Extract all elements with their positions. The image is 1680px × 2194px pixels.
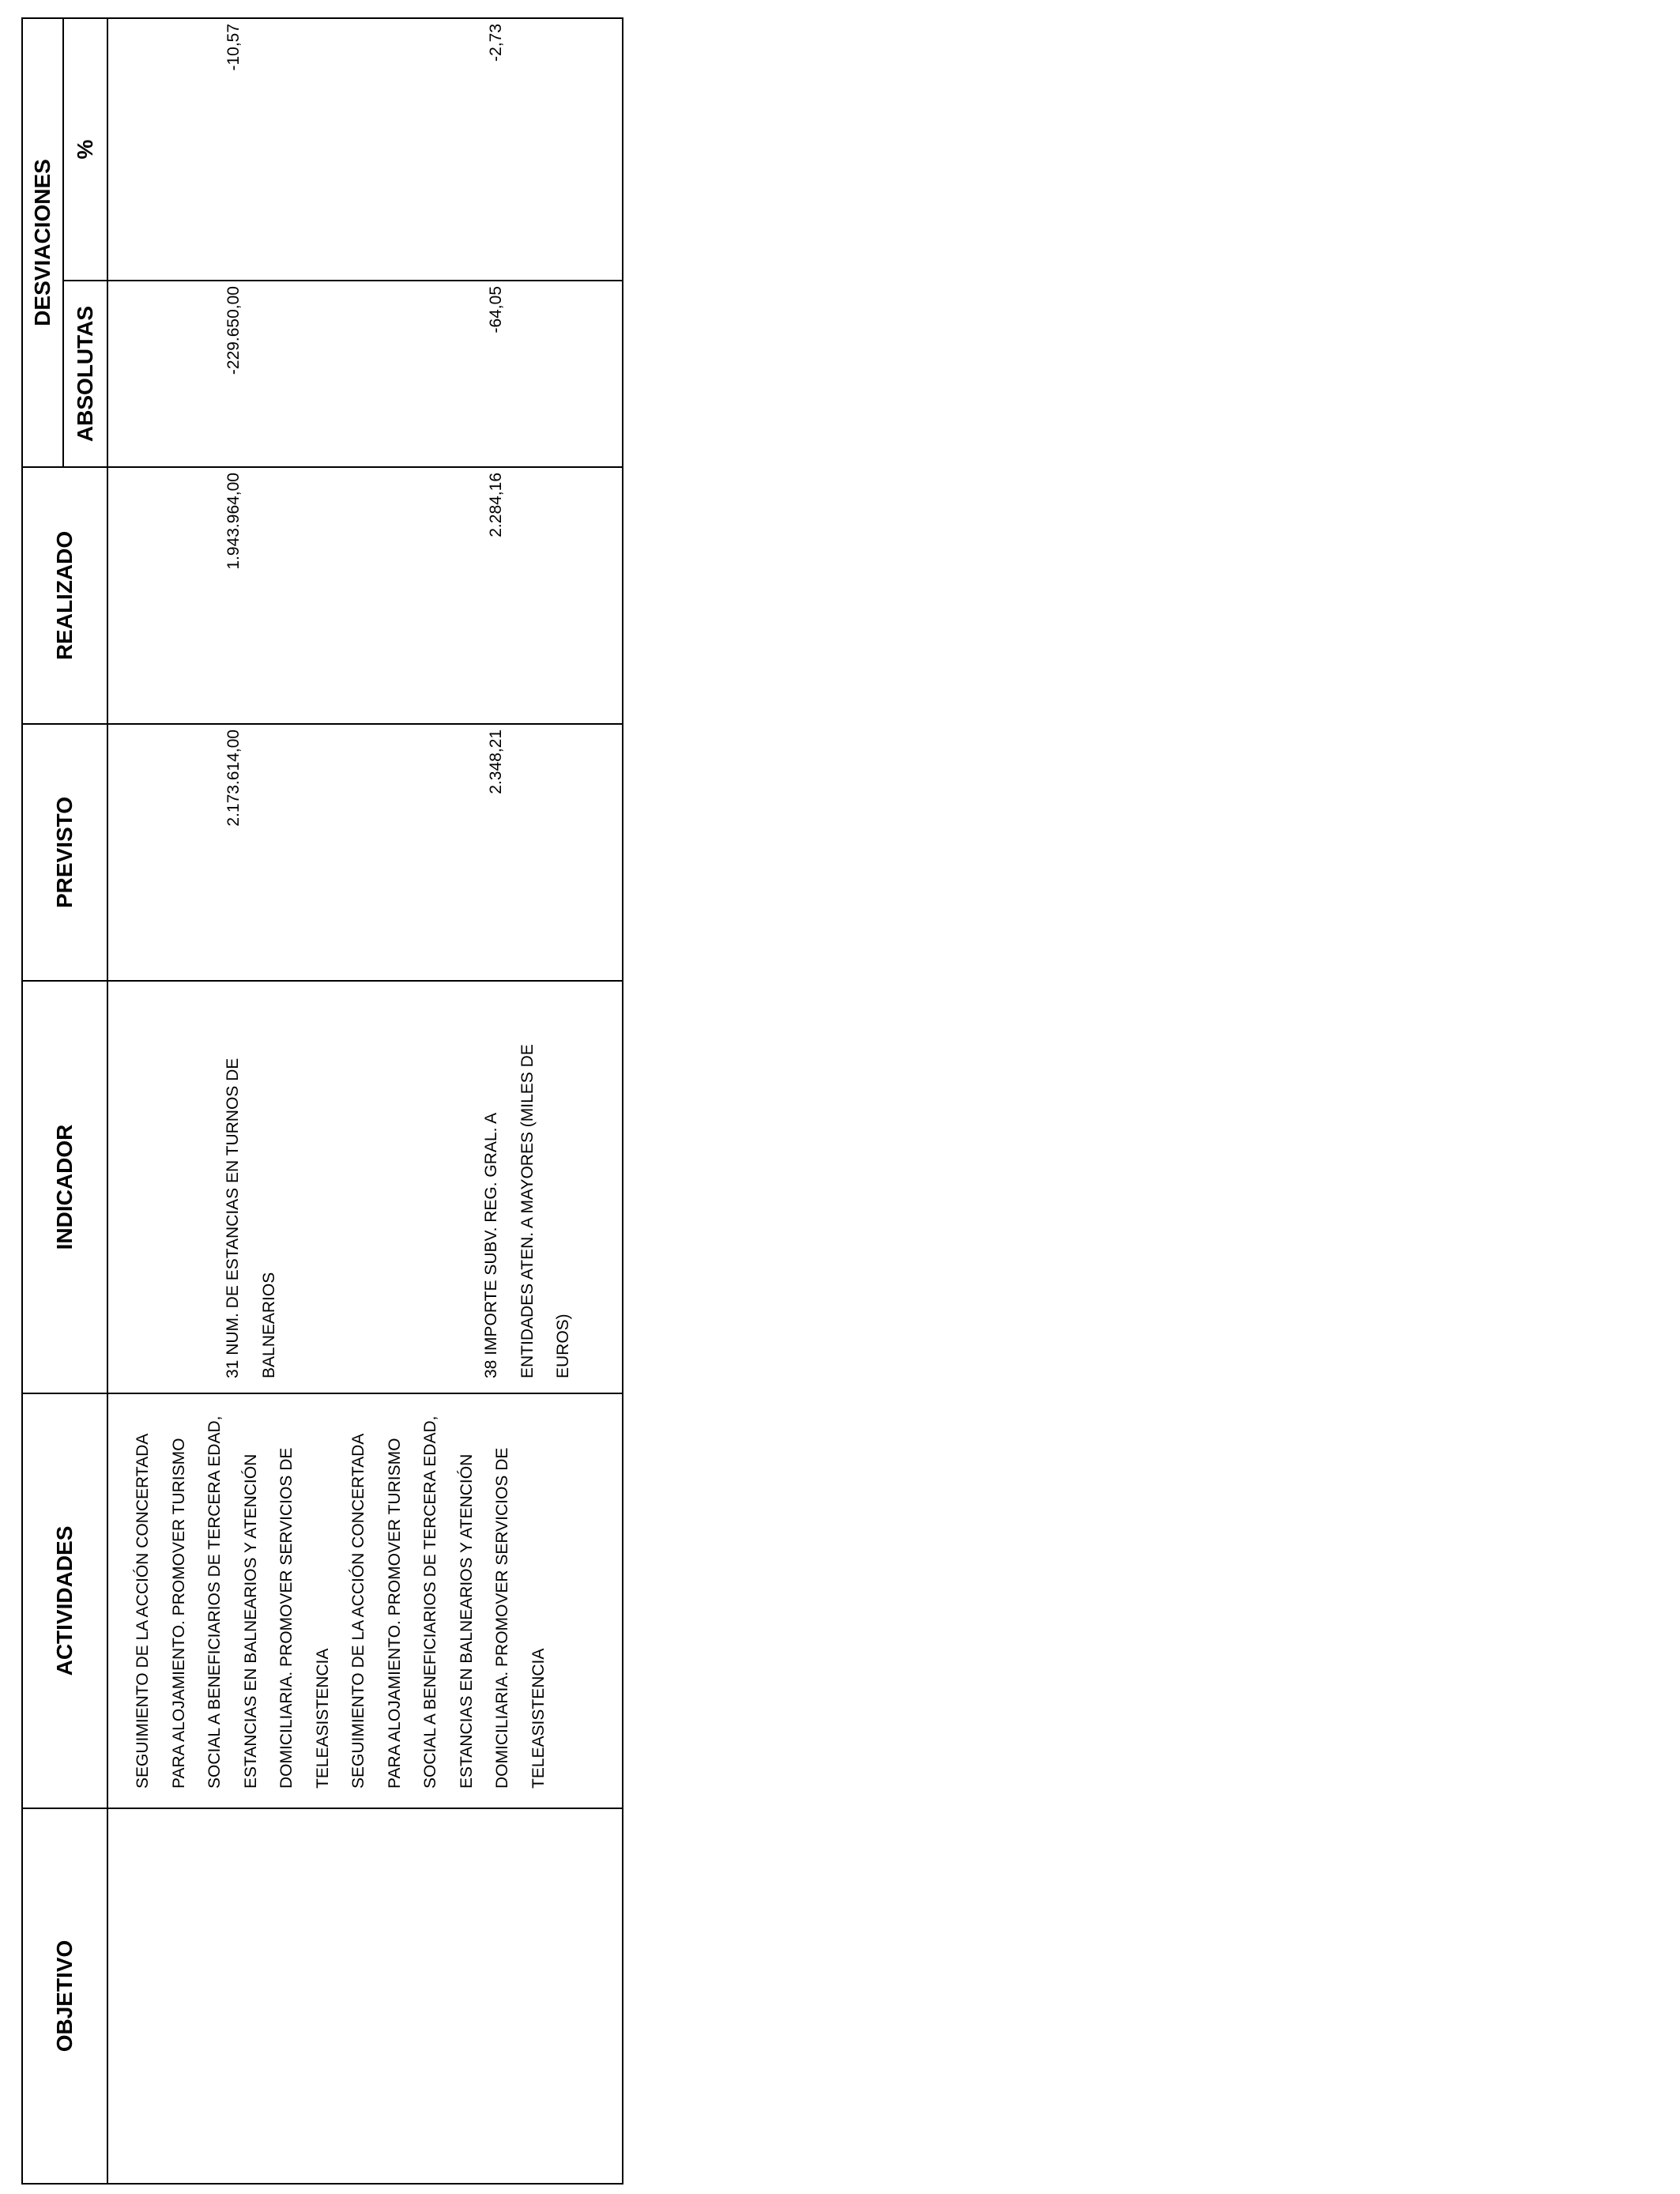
cell-realizado xyxy=(107,467,623,724)
header-absolutas: ABSOLUTAS xyxy=(63,281,107,467)
porcentaje-value: -10,57 xyxy=(224,23,243,71)
cell-previsto xyxy=(107,724,623,981)
cell-absolutas xyxy=(107,281,623,467)
realizado-value: 2.284,16 xyxy=(487,473,505,537)
actividad-text: SEGUIMIENTO DE LA ACCIÓN CONCERTADA PARA ALOJAMIENTO. PROMOVER TURISMO SOCIAL A BENEFICIARIOS DE TERCERA EDAD, ESTANCIAS EN BALNEARIOS Y ATENCIÓN DOMICILIARIA. PROMOVER SERVICIOS DE TELEASISTENCIA xyxy=(134,1416,332,1789)
previsto-value: 2.348,21 xyxy=(487,729,505,794)
cell-indicador xyxy=(107,981,623,1393)
header-porcentaje: % xyxy=(63,18,107,281)
header-objetivo: OBJETIVO xyxy=(22,1808,107,2184)
header-desviaciones: DESVIACIONES xyxy=(22,18,63,467)
realizado-value: 1.943.964,00 xyxy=(224,473,243,570)
previsto-value: 2.173.614,00 xyxy=(224,729,243,827)
absolutas-value: -229.650,00 xyxy=(224,286,243,375)
absolutas-value: -64,05 xyxy=(487,286,505,334)
rotated-table-page xyxy=(21,19,623,2185)
indicador-text: 38 IMPORTE SUBV. REG. GRAL. A ENTIDADES ATEN. A MAYORES (MILES DE EUROS) xyxy=(482,1044,572,1378)
indicador-text: 31 NUM. DE ESTANCIAS EN TURNOS DE BALNEARIOS xyxy=(224,1057,278,1378)
header-indicador: INDICADOR xyxy=(22,981,107,1393)
table-row xyxy=(107,18,623,2184)
porcentaje-value: -2,73 xyxy=(487,23,505,62)
header-previsto: PREVISTO xyxy=(22,724,107,981)
indicators-table xyxy=(21,17,623,2185)
header-actividades: ACTIVIDADES xyxy=(22,1393,107,1808)
cell-objetivo xyxy=(107,1808,623,2184)
actividad-text: SEGUIMIENTO DE LA ACCIÓN CONCERTADA PARA ALOJAMIENTO. PROMOVER TURISMO SOCIAL A BENEFICIARIOS DE TERCERA EDAD, ESTANCIAS EN BALNEARIOS Y ATENCIÓN DOMICILIARIA. PROMOVER SERVICIOS DE TELEASISTENCIA xyxy=(349,1416,548,1789)
header-realizado: REALIZADO xyxy=(22,467,107,724)
cell-actividades xyxy=(107,1393,623,1808)
header-row-1 xyxy=(22,18,63,2184)
cell-porcentaje xyxy=(107,18,623,281)
